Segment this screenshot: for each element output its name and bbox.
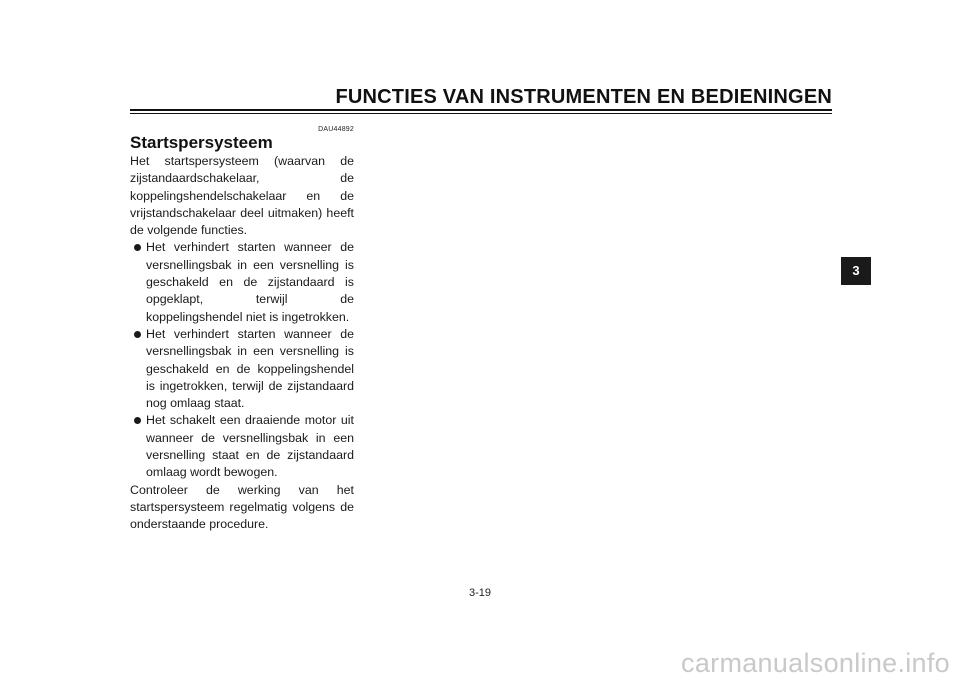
bullet-icon <box>134 417 141 424</box>
outro-paragraph: Controleer de werking van het startspersysteem regelmatig volgens de onderstaande procedure. <box>130 482 354 532</box>
chapter-tab: 3 <box>841 257 871 285</box>
document-code: DAU44892 <box>318 126 354 133</box>
list-item <box>130 326 354 412</box>
header-rule-thin <box>130 113 832 114</box>
intro-paragraph: Het startspersysteem (waarvan de zijstandaardschakelaar, de koppelingshendelschakelaar en de vrijstandschakelaar deel uitmaken) heeft de volgende functies. <box>130 154 354 238</box>
header-rule <box>130 109 832 111</box>
function-list <box>130 239 354 481</box>
bullet-icon <box>134 244 141 251</box>
section-title: Startspersysteem <box>130 133 273 152</box>
list-item <box>130 412 354 481</box>
list-item-text: Het verhindert starten wanneer de versnellingsbak in een versnelling is geschakeld en de zijstandaard is opgeklapt, terwijl de koppelingshendel niet is ingetrokken. <box>146 240 354 324</box>
list-item <box>130 239 354 325</box>
bullet-icon <box>134 331 141 338</box>
page-header-title: FUNCTIES VAN INSTRUMENTEN EN BEDIENINGEN <box>335 86 832 108</box>
list-item-text: Het schakelt een draaiende motor uit wanneer de versnellingsbak in een versnelling staat en de zijstandaard omlaag wordt bewogen. <box>146 413 354 480</box>
watermark: carmanualsonline.info <box>681 648 950 678</box>
page-number: 3-19 <box>468 587 492 599</box>
text-column <box>130 153 354 534</box>
list-item-text: Het verhindert starten wanneer de versnellingsbak in een versnelling is geschakeld en de koppelingshendel is ingetrokken, terwijl de zijstandaard nog omlaag staat. <box>146 326 354 411</box>
